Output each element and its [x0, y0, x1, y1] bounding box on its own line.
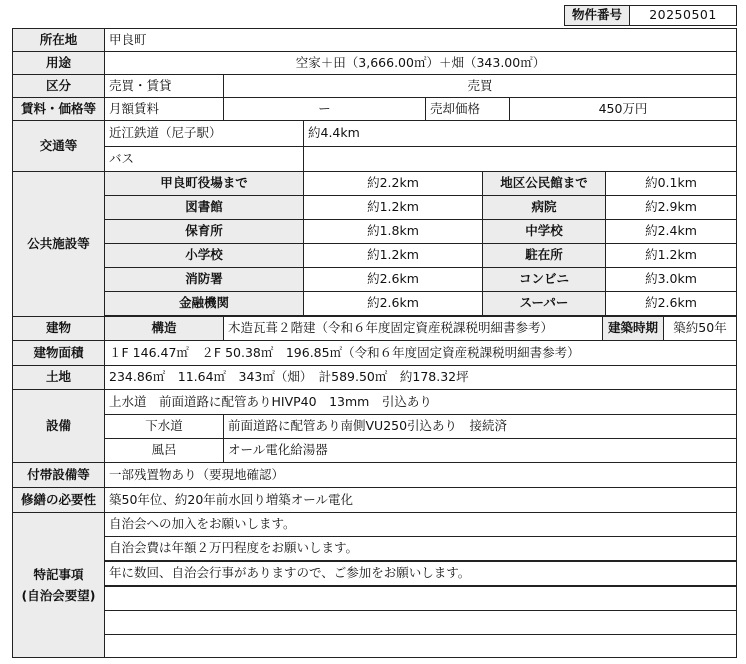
facility-distance: 約3.0km	[605, 267, 737, 292]
land-label: 土地	[12, 365, 105, 390]
transport-label: 交通等	[12, 120, 105, 172]
facility-name: 駐在所	[482, 243, 606, 268]
structure-label: 構造	[104, 316, 224, 341]
facility-distance: 約1.8km	[303, 219, 483, 244]
facility-name: 小学校	[104, 243, 304, 268]
build-age-label: 建築時期	[602, 316, 664, 341]
category-left: 売買・賃貸	[104, 74, 224, 98]
facility-distance: 約0.1km	[605, 171, 737, 196]
category-label: 区分	[12, 74, 105, 98]
bath-value: オール電化給湯器	[223, 438, 737, 463]
rail-distance: 約4.4km	[303, 120, 737, 147]
price-label: 賃料・価格等	[12, 97, 105, 121]
bus-distance	[303, 146, 737, 172]
rail-name: 近江鉄道（尼子駅）	[104, 120, 304, 147]
category-right: 売買	[223, 74, 737, 98]
facility-name: 甲良町役場まで	[104, 171, 304, 196]
floor-area-value: １F 146.47㎡ ２F 50.38㎡ 196.85㎡（令和６年度固定資産税課税明細書参考）	[104, 340, 737, 366]
equipment-label: 設備	[12, 389, 105, 463]
location-value: 甲良町	[104, 28, 737, 52]
bus-name: バス	[104, 146, 304, 172]
remarks-line: 自治会費は年額２万円程度をお願いします。	[104, 536, 737, 561]
rent-value: ー	[223, 97, 426, 121]
remarks-line: 自治会への加入をお願いします。	[104, 512, 737, 537]
remarks-line	[104, 610, 737, 635]
land-value: 234.86㎡ 11.64㎡ 343㎡（畑） 計589.50㎡ 約178.32坪	[104, 365, 737, 390]
usage-value: 空家＋田（3,666.00㎡）＋畑（343.00㎡）	[104, 51, 737, 75]
facility-name: コンビニ	[482, 267, 606, 292]
facility-distance: 約2.4km	[605, 219, 737, 244]
facility-distance: 約2.6km	[605, 291, 737, 316]
public-facilities-label: 公共施設等	[12, 171, 105, 317]
bath-label: 風呂	[104, 438, 224, 463]
facility-name: 地区公民館まで	[482, 171, 606, 196]
facility-name: 保育所	[104, 219, 304, 244]
facility-name: 消防署	[104, 267, 304, 292]
facility-distance: 約1.2km	[605, 243, 737, 268]
facility-distance: 約2.6km	[303, 267, 483, 292]
sale-price-label: 売却価格	[425, 97, 510, 121]
rent-label: 月額賃料	[104, 97, 224, 121]
facility-name: スーパー	[482, 291, 606, 316]
structure-value: 木造瓦葺２階建（令和６年度固定資産税課税明細書参考）	[223, 316, 603, 341]
property-no-label: 物件番号	[564, 5, 630, 26]
accessories-value: 一部残置物あり（要現地確認）	[104, 462, 737, 488]
remarks-line: 年に数回、自治会行事がありますので、ご参加をお願いします。	[104, 561, 737, 586]
build-age-value: 築約50年	[663, 316, 737, 341]
repair-label: 修繕の必要性	[12, 487, 105, 513]
usage-label: 用途	[12, 51, 105, 75]
remarks-label-line1: 特記事項	[33, 566, 84, 582]
facility-name: 図書館	[104, 195, 304, 220]
facility-name: 病院	[482, 195, 606, 220]
remarks-line	[104, 634, 737, 658]
sale-price-value: 450万円	[509, 97, 737, 121]
facility-distance: 約2.6km	[303, 291, 483, 316]
building-label: 建物	[12, 316, 105, 341]
property-no-value: 20250501	[629, 5, 737, 26]
facility-name: 中学校	[482, 219, 606, 244]
water-supply-value: 上水道 前面道路に配管ありHIVP40 13mm 引込あり	[104, 389, 737, 415]
repair-value: 築50年位、約20年前水回り増築オール電化	[104, 487, 737, 513]
sewer-value: 前面道路に配管あり南側VU250引込あり 接続済	[223, 414, 737, 439]
facility-distance: 約2.2km	[303, 171, 483, 196]
facility-distance: 約1.2km	[303, 243, 483, 268]
remarks-label-line2: (自治会要望)	[21, 588, 96, 603]
sewer-label: 下水道	[104, 414, 224, 439]
facility-name: 金融機関	[104, 291, 304, 316]
facility-distance: 約2.9km	[605, 195, 737, 220]
remarks-label	[12, 512, 105, 658]
facility-distance: 約1.2km	[303, 195, 483, 220]
location-label: 所在地	[12, 28, 105, 52]
remarks-line	[104, 586, 737, 611]
accessories-label: 付帯設備等	[12, 462, 105, 488]
floor-area-label: 建物面積	[12, 340, 105, 366]
